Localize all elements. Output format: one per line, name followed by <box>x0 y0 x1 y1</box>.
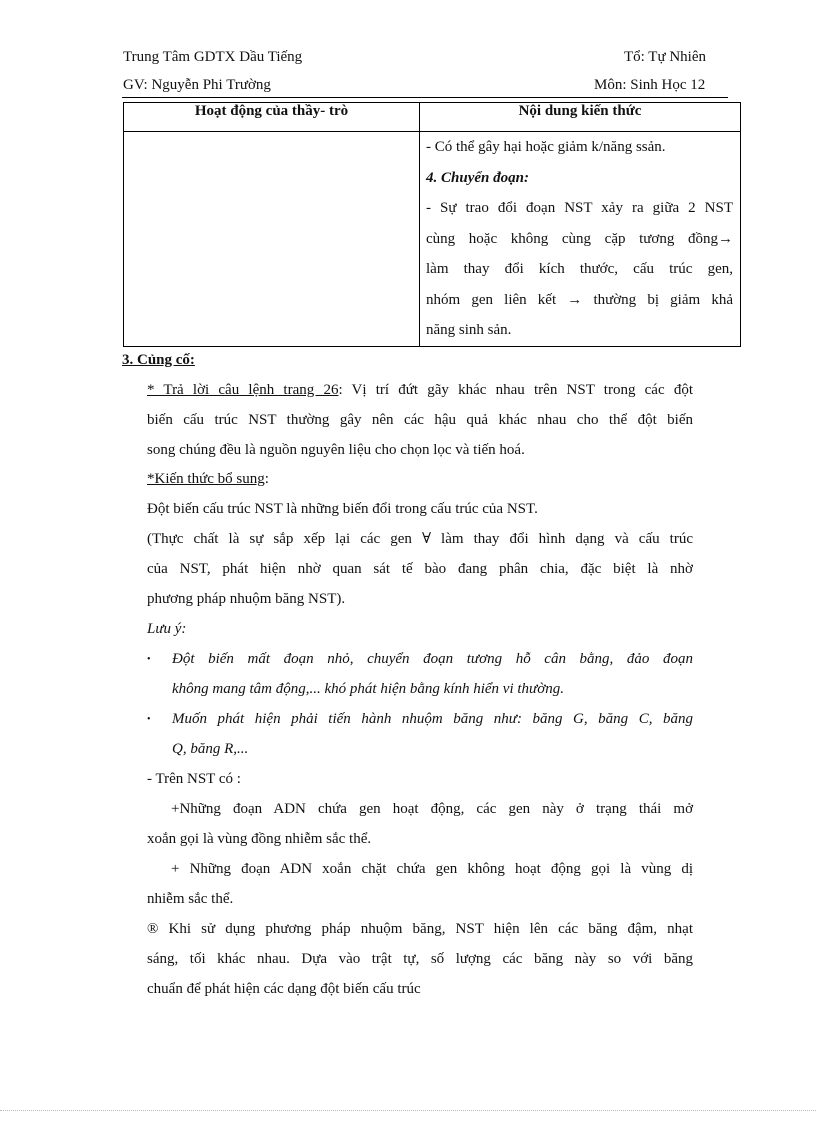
content-line: nhóm gen liên kết → thường bị giảm khả <box>426 291 733 308</box>
col-header-activities: Hoạt động của thầy- trò <box>124 103 420 132</box>
bullet-line: Muốn phát hiện phải tiến hành nhuộm băng như: băng G, băng C, băng <box>172 711 693 727</box>
content-line: - Có thể gây hại hoặc giảm k/năng ssản. <box>426 139 666 155</box>
col-header-content: Nội dung kiến thức <box>420 103 741 132</box>
conclusion-line: sáng, tối khác nhau. Dựa vào trật tự, số lượng các băng này so với băng <box>147 951 693 967</box>
header-teacher: GV: Nguyễn Phi Trường <box>123 77 271 93</box>
heterochromatin-line: + Những đoạn ADN xoắn chặt chứa gen không hoạt động gọi là vùng dị <box>171 861 693 877</box>
euchromatin-line: xoắn gọi là vùng đồng nhiễm sắc thể. <box>147 831 372 847</box>
answer-line: * Trả lời câu lệnh trang 26: Vị trí đứt gãy khác nhau trên NST trong các đột <box>147 382 693 398</box>
lesson-table <box>123 102 741 347</box>
bullet-line: Q, băng R,... <box>172 741 249 757</box>
header-subject: Môn: Sinh Học 12 <box>594 77 706 93</box>
nature-line: của NST, phát hiện nhờ quan sát tế bào đang phân chia, đặc biệt là nhờ <box>147 561 693 577</box>
conclusion-line: chuẩn để phát hiện các dạng đột biến cấu trúc <box>147 981 421 997</box>
header-center: Trung Tâm GDTX Dầu Tiếng <box>123 49 303 65</box>
content-cell <box>420 132 741 347</box>
content-line: cùng hoặc không cùng cặp tương đồng→ <box>426 230 733 247</box>
header-divider <box>122 97 728 98</box>
on-nst-line: - Trên NST có : <box>147 771 241 787</box>
euchromatin-line: +Những đoạn ADN chứa gen hoạt động, các gen này ở trạng thái mở <box>171 801 693 817</box>
definition-line: Đột biến cấu trúc NST là những biến đổi trong cấu trúc của NST. <box>147 501 538 517</box>
content-line: làm thay đổi kích thước, cấu trúc gen, <box>426 261 733 277</box>
page-bottom-divider <box>0 1110 816 1111</box>
section-title: 3. Củng cố: <box>122 352 195 368</box>
nature-line: phương pháp nhuộm băng NST). <box>147 591 346 607</box>
bullet-marker: • <box>147 714 151 725</box>
bullet-line: Đột biến mất đoạn nhỏ, chuyển đoạn tương hỗ cân bằng, đảo đoạn <box>172 651 693 667</box>
note-label: Lưu ý: <box>147 621 187 637</box>
header-department: Tổ: Tự Nhiên <box>624 49 707 65</box>
extra-knowledge-heading: *Kiến thức bổ sung: <box>147 471 269 487</box>
subheading-translocation: 4. Chuyển đoạn: <box>426 169 529 186</box>
content-line: năng sinh sản. <box>426 322 512 338</box>
bullet-line: không mang tâm động,... khó phát hiện bằng kính hiển vi thường. <box>172 681 564 697</box>
nature-line: (Thực chất là sự sắp xếp lại các gen ∀ làm thay đổi hình dạng và cấu trúc <box>147 531 693 547</box>
heterochromatin-line: nhiễm sắc thể. <box>147 891 234 907</box>
answer-line: song chúng đều là nguồn nguyên liệu cho chọn lọc và tiến hoá. <box>147 442 525 458</box>
answer-label: * Trả lời câu lệnh trang 26 <box>147 382 339 398</box>
bullet-marker: • <box>147 654 151 665</box>
activities-cell <box>124 132 420 347</box>
answer-line: biến cấu trúc NST thường gây nên các hậu quả khác nhau cho thể đột biến <box>147 412 693 428</box>
conclusion-line: ® Khi sử dụng phương pháp nhuộm băng, NST hiện lên các băng đậm, nhạt <box>147 921 693 937</box>
content-line: - Sự trao đổi đoạn NST xảy ra giữa 2 NST <box>426 200 733 216</box>
